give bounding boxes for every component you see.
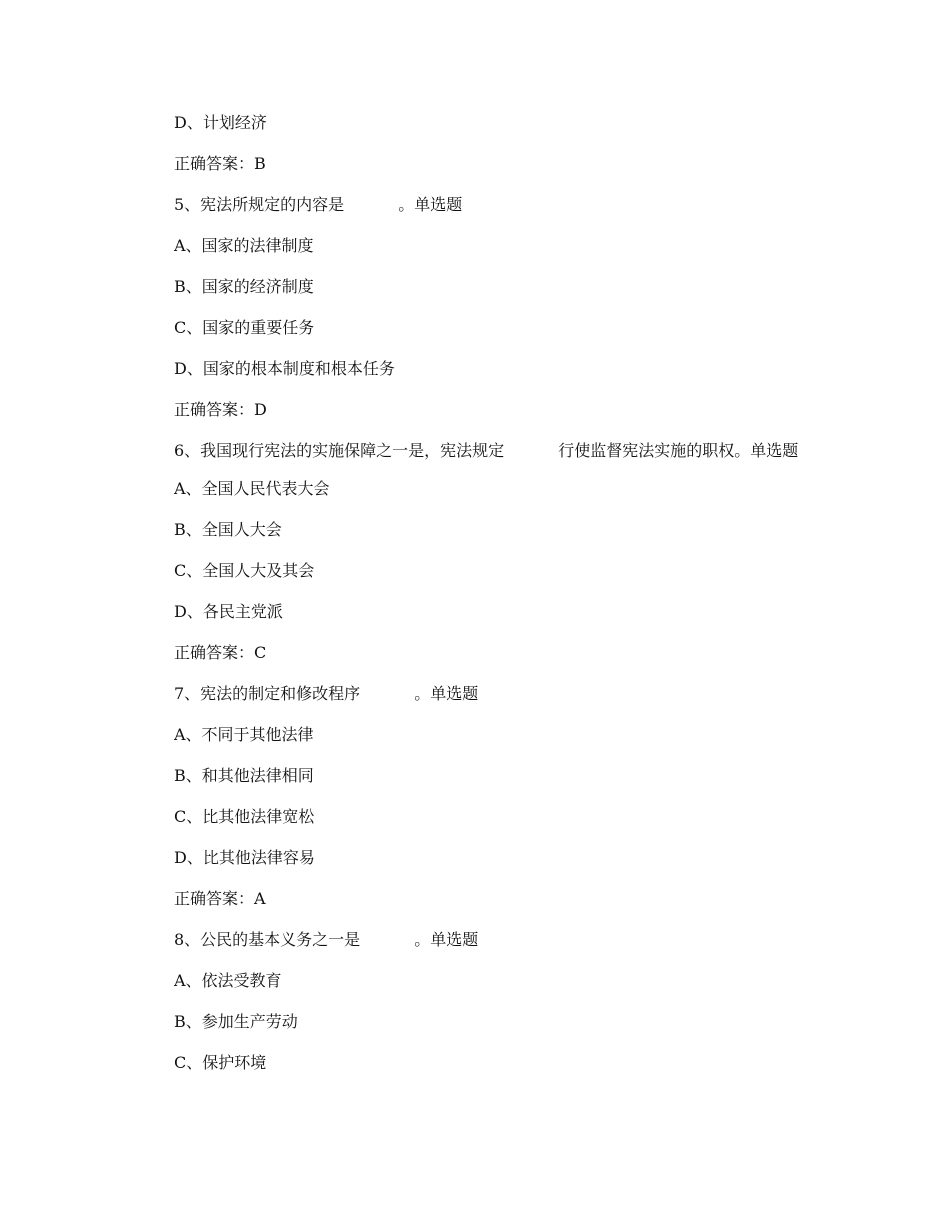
option-a: A、依法受教育 (174, 971, 282, 990)
option-a: A、国家的法律制度 (174, 236, 314, 255)
question-8-type: 。单选题 (414, 930, 479, 949)
question-7-text: 7、宪法的制定和修改程序 (174, 684, 361, 703)
option-d: D、各民主党派 (174, 602, 283, 621)
correct-answer: 正确答案：C (174, 643, 267, 662)
question-7-type: 。单选题 (414, 684, 479, 703)
option-b: B、和其他法律相同 (174, 766, 314, 785)
question-6 (140, 436, 820, 466)
question-8 (140, 928, 820, 952)
option-c: C、全国人大及其会 (174, 561, 315, 580)
option-d: D、比其他法律容易 (174, 848, 315, 867)
option-a: A、全国人民代表大会 (174, 479, 330, 498)
option-b: B、参加生产劳动 (174, 1012, 298, 1031)
question-5-text: 5、宪法所规定的内容是 (174, 195, 345, 214)
correct-answer: 正确答案：B (174, 154, 266, 173)
correct-answer: 正确答案：D (174, 400, 267, 419)
option-b: B、国家的经济制度 (174, 277, 314, 296)
question-5-type: 。单选题 (398, 195, 463, 214)
option-c: C、国家的重要任务 (174, 318, 315, 337)
option-c: C、保护环境 (174, 1053, 267, 1072)
question-6-tail: 行使监督宪法实施的职权。单选题 (558, 441, 799, 460)
question-list (140, 111, 820, 1092)
option-c: C、比其他法律宽松 (174, 807, 315, 826)
option-b: B、全国人大会 (174, 520, 282, 539)
option-d: D、国家的根本制度和根本任务 (174, 359, 395, 378)
correct-answer: 正确答案：A (174, 889, 266, 908)
option-d: D、计划经济 (174, 113, 267, 132)
question-5 (140, 193, 820, 217)
option-a: A、不同于其他法律 (174, 725, 314, 744)
question-7 (140, 682, 820, 706)
question-6-text: 6、我国现行宪法的实施保障之一是，宪法规定 (174, 441, 505, 460)
question-8-text: 8、公民的基本义务之一是 (174, 930, 361, 949)
